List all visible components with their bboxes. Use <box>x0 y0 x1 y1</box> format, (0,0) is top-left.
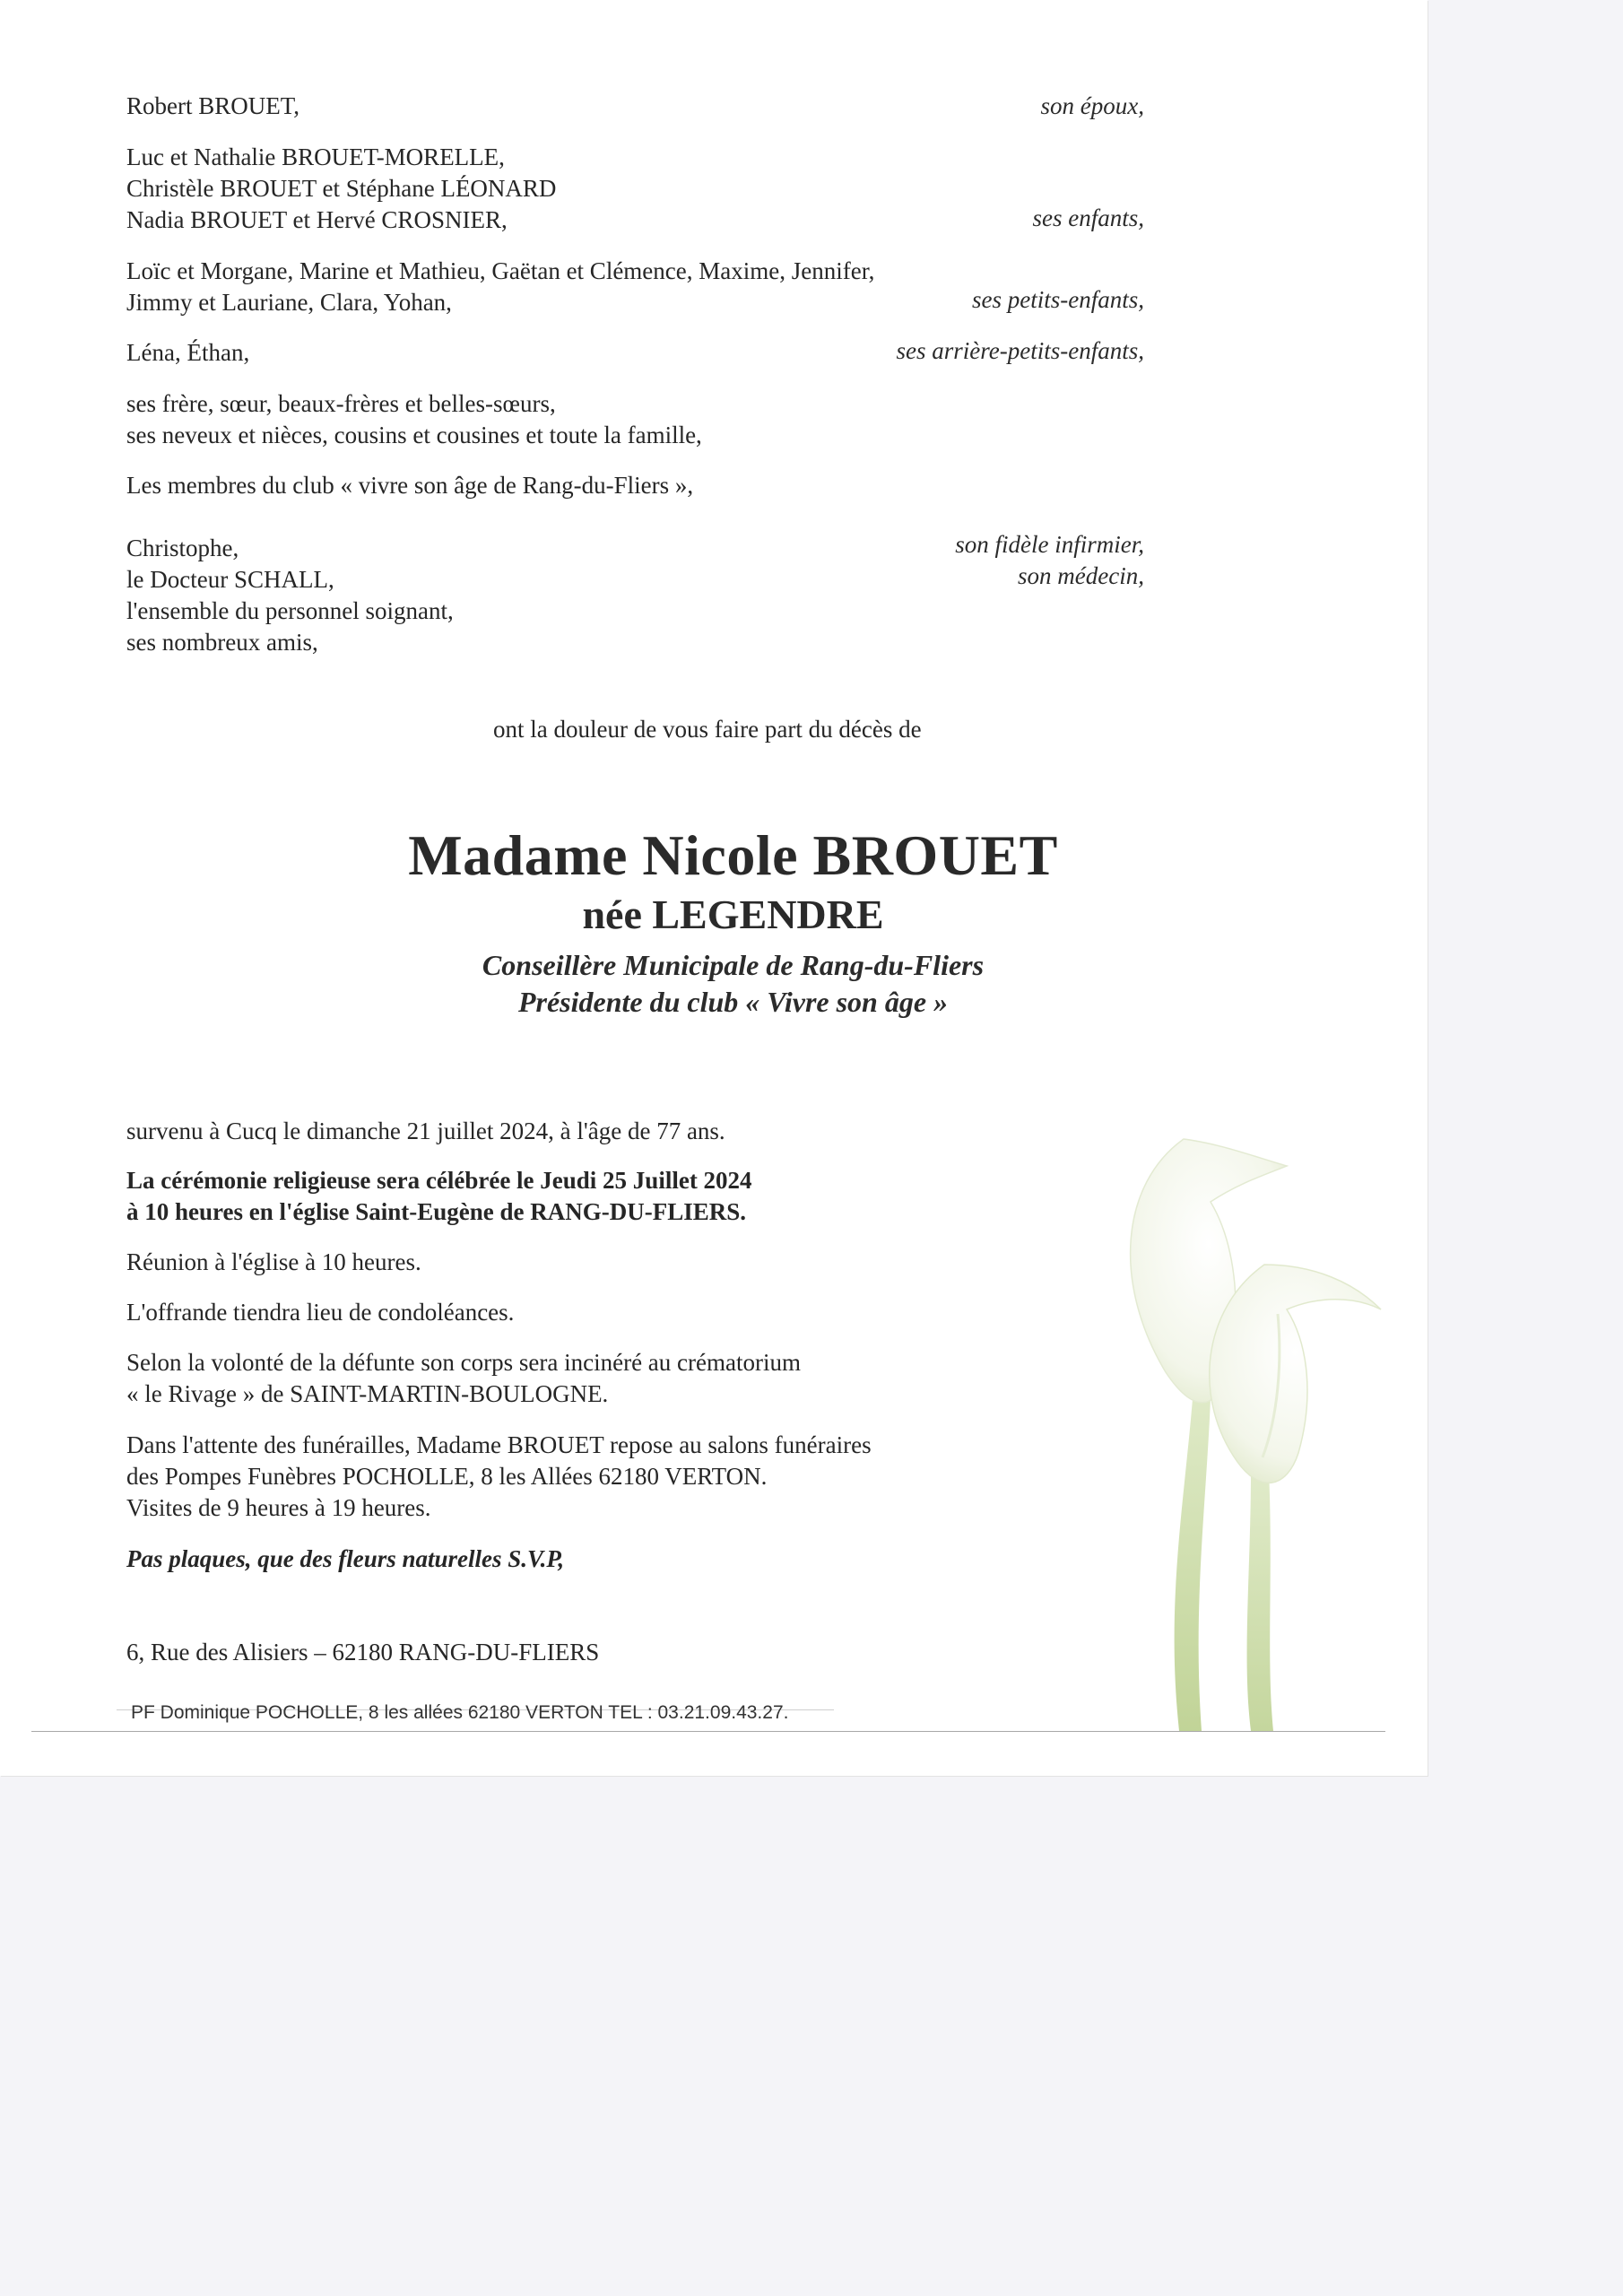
carer-line: l'ensemble du personnel soignant, <box>126 597 454 624</box>
ceremony-line: La cérémonie religieuse sera célébrée le Jeudi 25 Juillet 2024 <box>126 1167 752 1194</box>
deceased-title: Présidente du club « Vivre son âge » <box>517 986 949 1018</box>
viewing-line: Dans l'attente des funérailles, Madame BROUET repose au salons funéraires <box>126 1431 872 1458</box>
grandchildren-role: ses petits-enfants, <box>972 286 1144 313</box>
deceased-name: Madame Nicole BROUET <box>408 823 1058 887</box>
offering-info: L'offrande tiendra lieu de condoléances. <box>126 1299 515 1326</box>
ceremony-line: à 10 heures en l'église Saint-Eugène de RANG-DU-FLIERS. <box>126 1198 747 1225</box>
spouse-role: son époux, <box>1040 92 1144 119</box>
spouse-name: Robert BROUET, <box>126 92 299 119</box>
cremation-line: Selon la volonté de la défunte son corps sera incinéré au crématorium <box>126 1349 801 1376</box>
children-line: Nadia BROUET et Hervé CROSNIER, <box>126 206 508 233</box>
deceased-title: Conseillère Municipale de Rang-du-Fliers <box>482 949 985 981</box>
carer-line: le Docteur SCHALL, <box>126 566 334 593</box>
carer-role: son médecin, <box>1018 562 1144 589</box>
viewing-line: des Pompes Funèbres POCHOLLE, 8 les Allées 62180 VERTON. <box>126 1463 768 1490</box>
extended-family-line: ses frère, sœur, beaux-frères et belles-sœurs, <box>126 390 556 417</box>
great-grandchildren-role: ses arrière-petits-enfants, <box>896 337 1144 364</box>
carer-line: Christophe, <box>126 535 239 561</box>
carer-line: ses nombreux amis, <box>126 629 318 656</box>
grandchildren-line: Loïc et Morgane, Marine et Mathieu, Gaëtan et Clémence, Maxime, Jennifer, <box>126 257 875 284</box>
announcement-text: ont la douleur de vous faire part du décès de <box>493 716 922 743</box>
children-line: Christèle BROUET et Stéphane LÉONARD <box>126 175 557 202</box>
children-role: ses enfants, <box>1032 204 1144 231</box>
funeral-home-footer: PF Dominique POCHOLLE, 8 les allées 62180 VERTON TEL : 03.21.09.43.27. <box>131 1702 789 1723</box>
flowers-request: Pas plaques, que des fleurs naturelles S.V.P, <box>126 1545 565 1572</box>
viewing-line: Visites de 9 heures à 19 heures. <box>126 1494 431 1521</box>
calla-lily-illustration <box>1058 1103 1435 1731</box>
meeting-info: Réunion à l'église à 10 heures. <box>126 1248 421 1275</box>
extended-family-line: ses neveux et nièces, cousins et cousines et toute la famille, <box>126 422 702 448</box>
carer-role: son fidèle infirmier, <box>955 531 1144 558</box>
death-notice: survenu à Cucq le dimanche 21 juillet 2024, à l'âge de 77 ans. <box>126 1118 725 1144</box>
footer-divider <box>31 1731 1385 1732</box>
deceased-maiden-name: née LEGENDRE <box>582 891 884 937</box>
children-line: Luc et Nathalie BROUET-MORELLE, <box>126 144 505 170</box>
cremation-line: « le Rivage » de SAINT-MARTIN-BOULOGNE. <box>126 1380 609 1407</box>
club-members: Les membres du club « vivre son âge de Rang-du-Fliers », <box>126 472 694 499</box>
family-address: 6, Rue des Alisiers – 62180 RANG-DU-FLIERS <box>126 1639 600 1665</box>
great-grandchildren-names: Léna, Éthan, <box>126 339 250 366</box>
grandchildren-line: Jimmy et Lauriane, Clara, Yohan, <box>126 289 452 316</box>
